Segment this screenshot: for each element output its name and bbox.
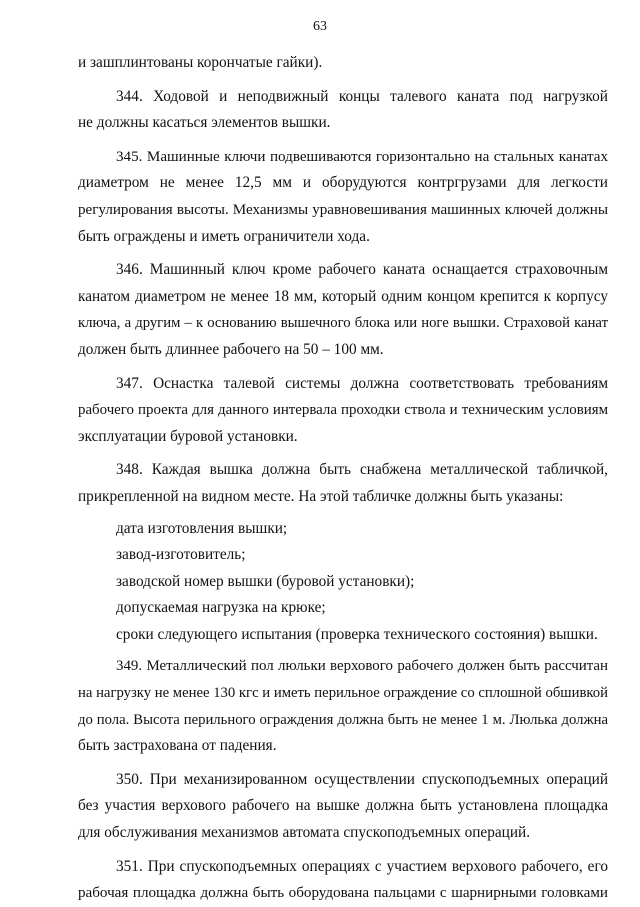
- list-item: сроки следующего испытания (проверка технического состояния) вышки.: [116, 625, 598, 643]
- page-number: 63: [313, 19, 327, 34]
- document-body: [78, 50, 608, 907]
- paragraph-348: [78, 457, 608, 510]
- list-item: дата изготовления вышки;: [116, 519, 288, 537]
- plate-requirements-list: [78, 516, 608, 649]
- paragraph-347: [78, 371, 608, 451]
- text-line: на нагрузку не менее 130 кгс и иметь перильное ограждение со сплошной обшивкой: [78, 685, 608, 702]
- text-line: 349. Металлический пол люльки верхового рабочего должен быть рассчитан: [116, 658, 608, 675]
- paragraph-351: [78, 854, 608, 907]
- text-line: 347. Оснастка талевой системы должна соответствовать требованиям: [116, 374, 608, 392]
- text-line: 348. Каждая вышка должна быть снабжена металлической табличкой,: [116, 461, 608, 479]
- text-line: прикрепленной на видном месте. На этой табличке должны быть указаны:: [78, 487, 564, 505]
- list-item: заводской номер вышки (буровой установки);: [116, 572, 415, 590]
- text-line: должен быть длиннее рабочего на 50 – 100 мм.: [78, 340, 384, 358]
- text-line: рабочего проекта для данного интервала проходки ствола и техническим условиям: [78, 402, 608, 419]
- text-line: канатом диаметром не менее 18 мм, который одним концом крепится к корпусу: [78, 287, 608, 305]
- list-item: завод-изготовитель;: [116, 546, 246, 564]
- paragraph-344: [78, 84, 608, 137]
- text-line: ключа, а другим – к основанию вышечного блока или ноге вышки. Страховой канат: [78, 315, 608, 332]
- text-line: 345. Машинные ключи подвешиваются горизонтально на стальных канатах: [116, 148, 608, 165]
- text-line: 344. Ходовой и неподвижный концы талевого каната под нагрузкой: [116, 87, 608, 105]
- text-line: быть застрахована от падения.: [78, 737, 277, 755]
- text-line: эксплуатации буровой установки.: [78, 427, 298, 445]
- paragraph-346: [78, 257, 608, 363]
- text-line: не должны касаться элементов вышки.: [78, 114, 331, 132]
- text-line: без участия верхового рабочего на вышке должна быть установлена площадка: [78, 797, 608, 815]
- text-line: диаметром не менее 12,5 мм и оборудуются контргрузами для легкости: [78, 174, 608, 192]
- text-line: 351. При спускоподъемных операциях с участием верхового рабочего, его: [116, 857, 608, 875]
- text-line: для обслуживания механизмов автомата спускоподъемных операций.: [78, 824, 531, 842]
- text-line: и зашплинтованы корончатые гайки).: [78, 54, 323, 71]
- paragraph-continuation: [78, 50, 608, 77]
- paragraph-349: [78, 653, 608, 759]
- list-item: допускаемая нагрузка на крюке;: [116, 599, 326, 617]
- text-line: 346. Машинный ключ кроме рабочего каната оснащается страховочным: [116, 261, 608, 279]
- paragraph-350: [78, 767, 608, 847]
- text-line: до пола. Высота перильного ограждения должна быть не менее 1 м. Люлька должна: [78, 711, 608, 728]
- text-line: быть ограждены и иметь ограничители хода.: [78, 227, 370, 245]
- text-line: 350. При механизированном осуществлении спускоподъемных операций: [116, 770, 608, 788]
- text-line: регулирования высоты. Механизмы уравновешивания машинных ключей должны: [78, 201, 608, 218]
- text-line: рабочая площадка должна быть оборудована пальцами с шарнирными головками: [78, 885, 608, 902]
- paragraph-345: [78, 144, 608, 250]
